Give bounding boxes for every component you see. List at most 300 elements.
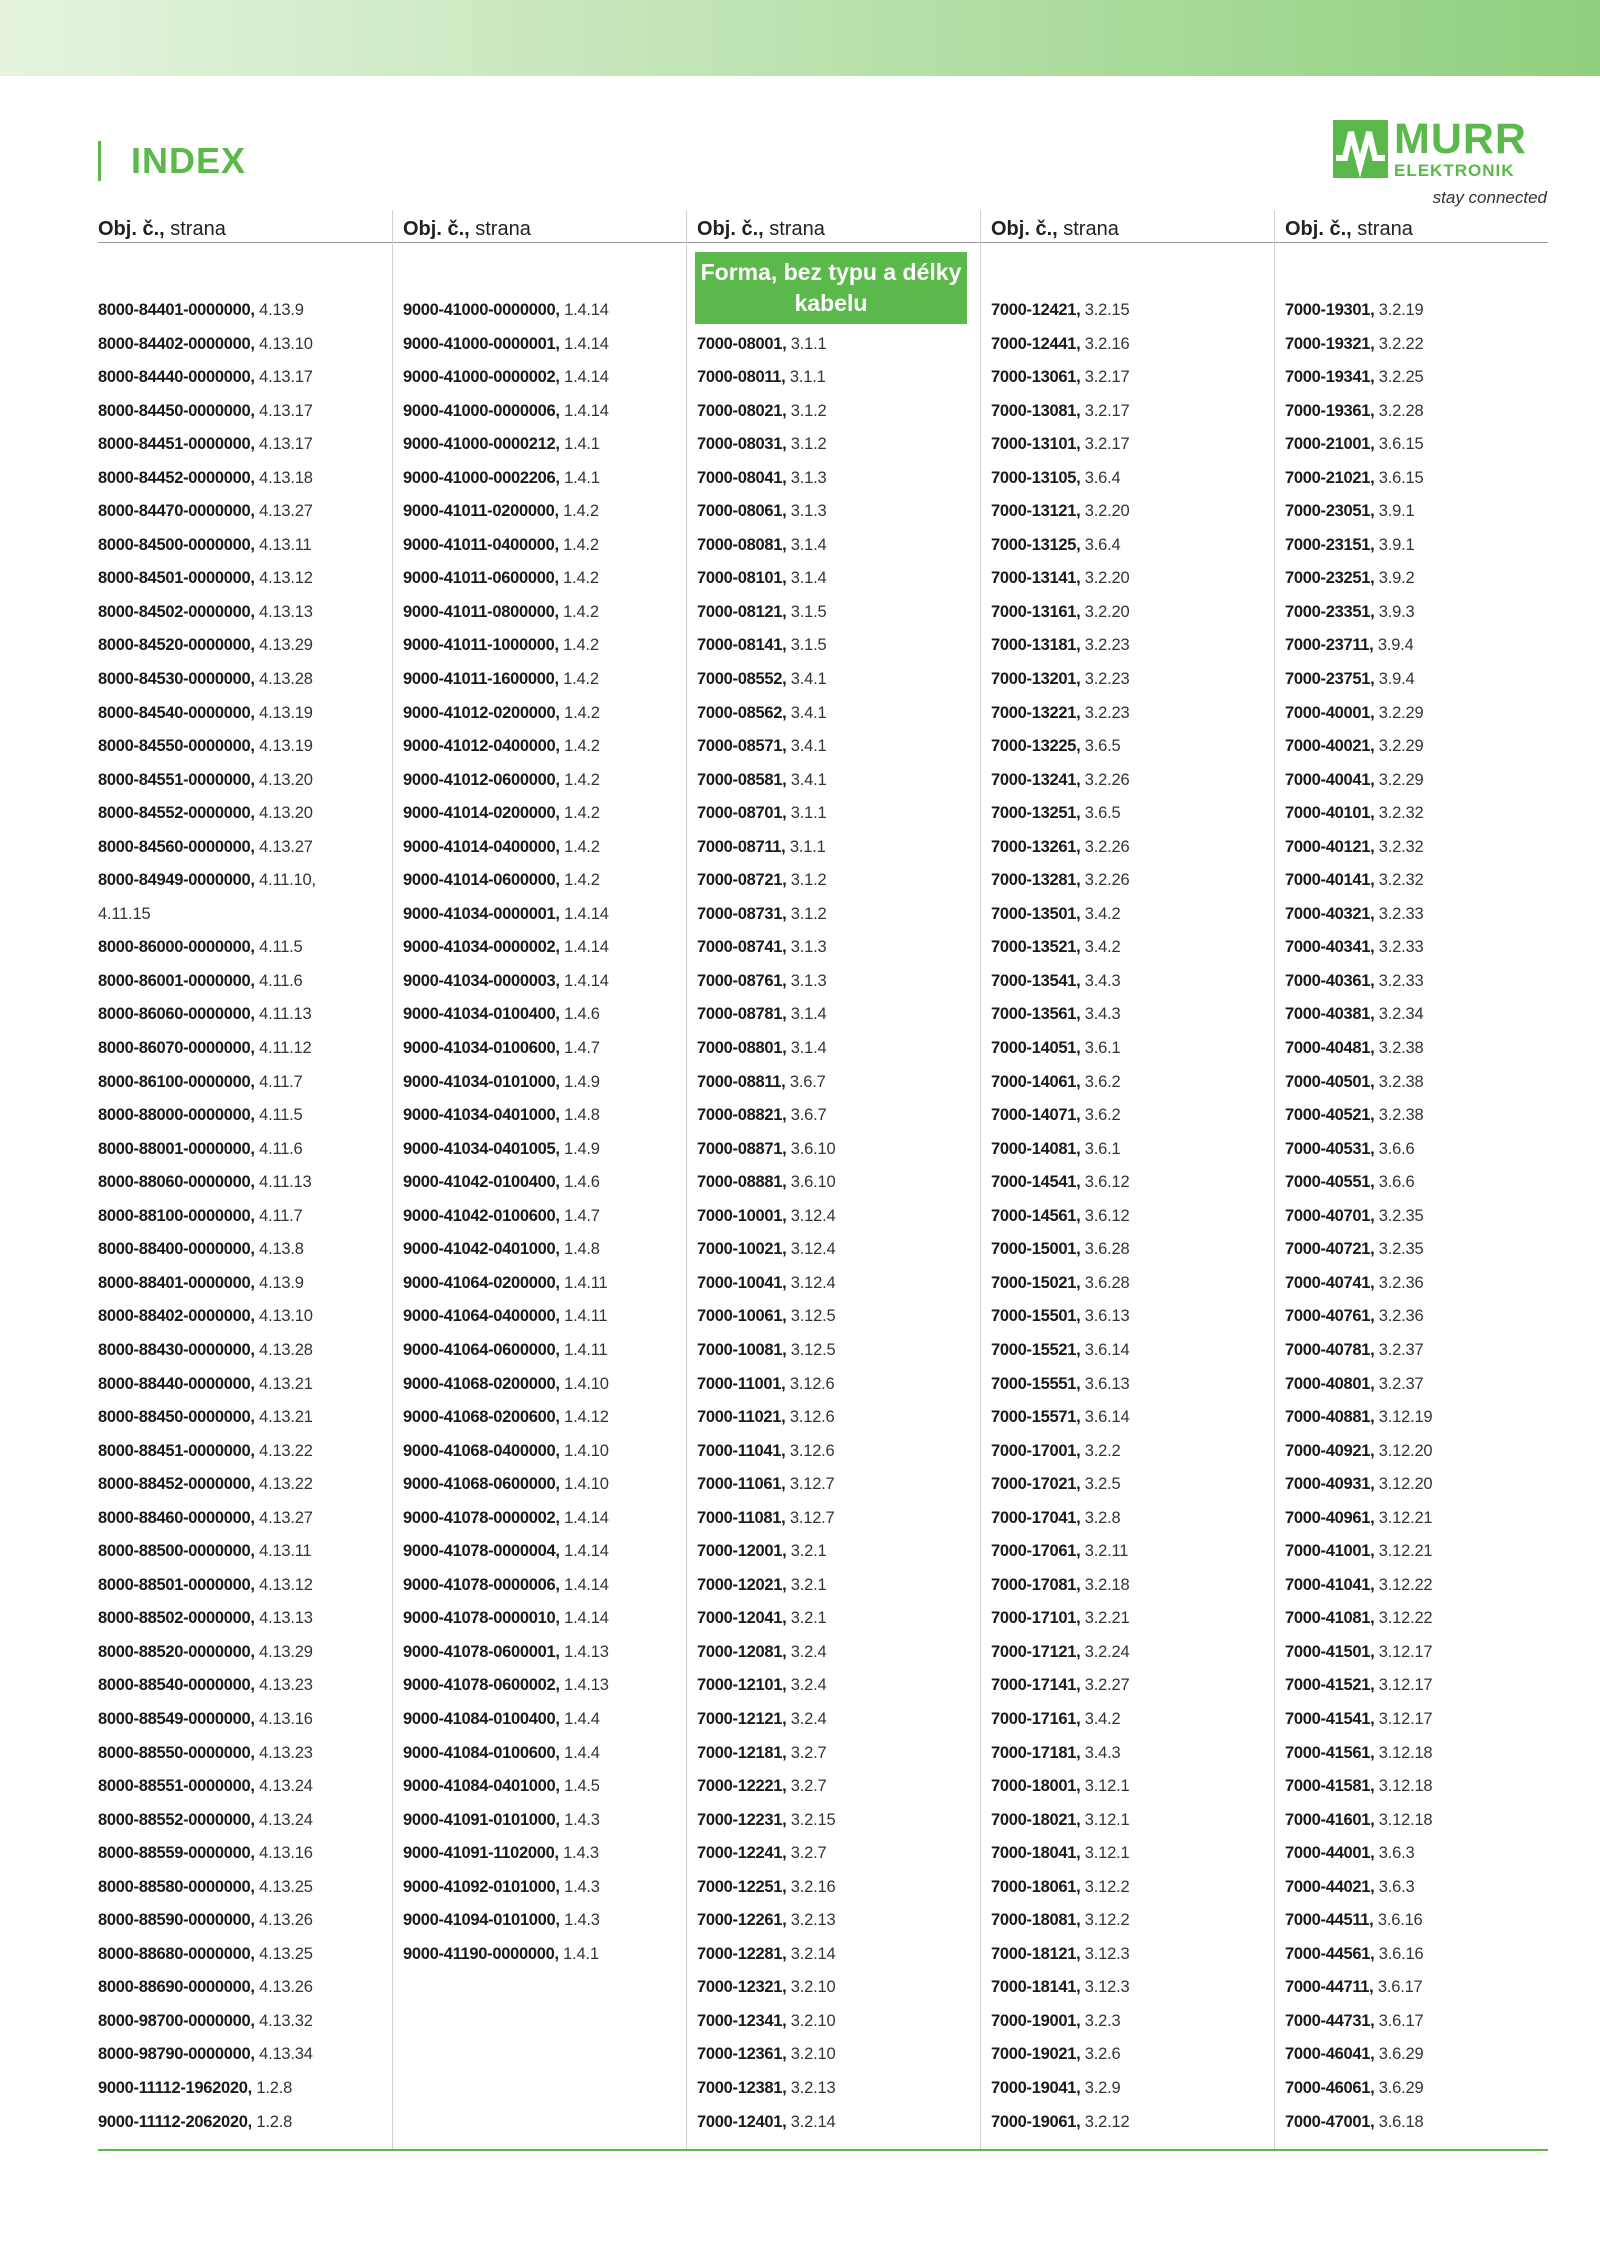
page-reference: 4.13.29 bbox=[254, 1642, 313, 1661]
page-reference: 3.2.1 bbox=[786, 1609, 827, 1628]
page-reference: 3.2.20 bbox=[1080, 569, 1130, 588]
page-reference: 1.4.4 bbox=[559, 1743, 600, 1762]
order-number: 9000-41000-0000002, bbox=[403, 368, 560, 387]
index-entry bbox=[991, 1066, 1275, 1100]
index-entry bbox=[403, 1636, 687, 1670]
order-number: 7000-46041, bbox=[1285, 2045, 1375, 2064]
index-entry bbox=[403, 1770, 687, 1804]
page-reference: 1.4.2 bbox=[559, 837, 600, 856]
index-entry bbox=[697, 1032, 981, 1066]
index-entry bbox=[98, 1267, 392, 1301]
index-entry bbox=[98, 797, 392, 831]
index-entry bbox=[1285, 697, 1549, 731]
order-number: 9000-41190-0000000, bbox=[403, 1944, 559, 1963]
index-entry bbox=[1285, 1904, 1549, 1938]
index-entry bbox=[403, 764, 687, 798]
order-number: 8000-88549-0000000, bbox=[98, 1709, 255, 1728]
index-entry bbox=[1285, 2106, 1549, 2140]
page-reference: 4.13.12 bbox=[254, 569, 313, 588]
page-reference: 3.1.1 bbox=[786, 334, 827, 353]
order-number: 7000-13181, bbox=[991, 636, 1081, 655]
page-reference: 3.1.2 bbox=[786, 904, 827, 923]
order-number: 8000-84451-0000000, bbox=[98, 435, 255, 454]
page-reference: 3.2.27 bbox=[1080, 1676, 1130, 1695]
index-entry bbox=[697, 1804, 981, 1838]
page-reference: 1.4.11 bbox=[559, 1273, 608, 1292]
order-number: 7000-40341, bbox=[1285, 938, 1375, 957]
page-reference: 4.11.15 bbox=[98, 904, 151, 923]
page-reference: 3.4.2 bbox=[1080, 938, 1121, 957]
index-entry bbox=[697, 764, 981, 798]
order-number: 7000-08141, bbox=[697, 636, 787, 655]
page-reference: 3.2.23 bbox=[1080, 670, 1130, 689]
page-reference: 3.2.29 bbox=[1374, 703, 1424, 722]
order-number: 7000-15521, bbox=[991, 1340, 1081, 1359]
order-number: 7000-13281, bbox=[991, 871, 1081, 890]
order-number: 7000-17161, bbox=[991, 1709, 1081, 1728]
entry-list bbox=[403, 294, 687, 1971]
page-reference: 3.2.26 bbox=[1080, 871, 1130, 890]
index-entry bbox=[697, 2005, 981, 2039]
order-number: 8000-88060-0000000, bbox=[98, 1173, 255, 1192]
page-reference: 4.13.25 bbox=[254, 1877, 313, 1896]
page-reference: 4.13.19 bbox=[254, 737, 313, 756]
page-reference: 3.12.20 bbox=[1374, 1441, 1433, 1460]
order-number: 7000-40501, bbox=[1285, 1072, 1375, 1091]
page-reference: 3.2.7 bbox=[786, 1777, 827, 1796]
order-number: 7000-12241, bbox=[697, 1844, 787, 1863]
index-entry bbox=[697, 596, 981, 630]
column-header: Obj. č., strana bbox=[697, 218, 825, 240]
order-number: 8000-88450-0000000, bbox=[98, 1408, 255, 1427]
index-entry bbox=[991, 1669, 1275, 1703]
page-reference: 3.2.14 bbox=[786, 2112, 836, 2131]
index-entry bbox=[1285, 2038, 1549, 2072]
order-number: 7000-41041, bbox=[1285, 1575, 1375, 1594]
order-number: 7000-40551, bbox=[1285, 1173, 1375, 1192]
order-number: 7000-13261, bbox=[991, 837, 1081, 856]
order-number: 7000-08562, bbox=[697, 703, 787, 722]
index-entry bbox=[403, 1334, 687, 1368]
page-reference: 3.12.2 bbox=[1080, 1911, 1130, 1930]
page-reference: 4.13.17 bbox=[254, 368, 313, 387]
order-number: 9000-41042-0100400, bbox=[403, 1173, 560, 1192]
index-entry bbox=[98, 2072, 392, 2106]
order-number: 8000-88552-0000000, bbox=[98, 1810, 255, 1829]
page-reference: 4.11.6 bbox=[254, 971, 303, 990]
page-reference: 3.2.12 bbox=[1080, 2112, 1130, 2131]
page-reference: 3.2.17 bbox=[1080, 368, 1130, 387]
order-number: 7000-17081, bbox=[991, 1575, 1081, 1594]
page-reference: 4.11.13 bbox=[254, 1005, 312, 1024]
order-number: 7000-19301, bbox=[1285, 301, 1375, 319]
index-entry bbox=[697, 629, 981, 663]
order-number: 7000-40001, bbox=[1285, 703, 1375, 722]
page-reference: 3.12.1 bbox=[1080, 1844, 1130, 1863]
order-number: 9000-41064-0200000, bbox=[403, 1273, 560, 1292]
index-entry bbox=[403, 1435, 687, 1469]
page-reference: 1.4.10 bbox=[559, 1441, 609, 1460]
index-entry bbox=[697, 1770, 981, 1804]
page-reference: 3.1.2 bbox=[786, 871, 827, 890]
page-reference: 3.6.15 bbox=[1374, 468, 1424, 487]
page-reference: 3.2.21 bbox=[1080, 1609, 1130, 1628]
index-entry bbox=[697, 1300, 981, 1334]
logo-subbrand: ELEKTRONIK bbox=[1394, 161, 1515, 180]
index-entry bbox=[403, 1099, 687, 1133]
order-number: 9000-41034-0000003, bbox=[403, 971, 560, 990]
page-reference: 3.12.18 bbox=[1374, 1777, 1433, 1796]
page-reference: 1.4.3 bbox=[559, 1810, 600, 1829]
page-reference: 3.1.1 bbox=[786, 804, 827, 823]
index-entry bbox=[98, 1300, 392, 1334]
index-entry bbox=[697, 1502, 981, 1536]
page-reference: 4.11.7 bbox=[254, 1206, 303, 1225]
order-number: 8000-84520-0000000, bbox=[98, 636, 255, 655]
index-entry bbox=[98, 1066, 392, 1100]
page-reference: 1.4.8 bbox=[559, 1106, 600, 1125]
index-entry bbox=[1285, 1468, 1549, 1502]
order-number: 7000-18121, bbox=[991, 1944, 1081, 1963]
index-entry bbox=[98, 1971, 392, 2005]
page-reference: 1.4.14 bbox=[559, 334, 609, 353]
page-reference: 1.4.7 bbox=[559, 1206, 600, 1225]
page-reference: 1.4.13 bbox=[559, 1676, 609, 1695]
index-entry bbox=[697, 1569, 981, 1603]
order-number: 8000-88500-0000000, bbox=[98, 1542, 255, 1561]
page-reference: 3.6.14 bbox=[1080, 1408, 1130, 1427]
order-number: 7000-12341, bbox=[697, 2011, 787, 2030]
order-number: 7000-47001, bbox=[1285, 2112, 1375, 2131]
index-entry bbox=[403, 562, 687, 596]
index-entry bbox=[697, 697, 981, 731]
order-number: 7000-40781, bbox=[1285, 1340, 1375, 1359]
index-entry bbox=[98, 1368, 392, 1402]
order-number: 7000-11021, bbox=[697, 1408, 786, 1427]
index-entry bbox=[98, 831, 392, 865]
index-entry bbox=[991, 831, 1275, 865]
index-entry bbox=[98, 1166, 392, 1200]
page-reference: 3.6.28 bbox=[1080, 1240, 1130, 1259]
index-entry bbox=[1285, 764, 1549, 798]
order-number: 8000-98790-0000000, bbox=[98, 2045, 255, 2064]
page-reference: 3.6.10 bbox=[786, 1139, 836, 1158]
page-reference: 3.2.22 bbox=[1374, 334, 1424, 353]
page-reference: 4.11.6 bbox=[254, 1139, 303, 1158]
order-number: 7000-40801, bbox=[1285, 1374, 1375, 1393]
order-number: 7000-08781, bbox=[697, 1005, 787, 1024]
order-number: 7000-13201, bbox=[991, 670, 1081, 689]
page-reference: 3.6.15 bbox=[1374, 435, 1424, 454]
order-number: 9000-41084-0100600, bbox=[403, 1743, 560, 1762]
page-reference: 1.4.9 bbox=[559, 1139, 600, 1158]
order-number: 7000-12251, bbox=[697, 1877, 787, 1896]
page-reference: 3.2.7 bbox=[786, 1844, 827, 1863]
index-entry bbox=[991, 1300, 1275, 1334]
index-entry bbox=[1285, 898, 1549, 932]
order-number: 7000-21001, bbox=[1285, 435, 1375, 454]
index-entry bbox=[697, 1636, 981, 1670]
order-number: 7000-10001, bbox=[697, 1206, 787, 1225]
index-entry bbox=[403, 898, 687, 932]
page-reference: 4.13.24 bbox=[254, 1777, 313, 1796]
index-entry bbox=[1285, 797, 1549, 831]
page-reference: 3.2.33 bbox=[1374, 971, 1424, 990]
index-entry bbox=[697, 361, 981, 395]
page-reference: 3.12.4 bbox=[786, 1273, 836, 1292]
page-reference: 3.12.2 bbox=[1080, 1877, 1130, 1896]
order-number: 8000-86060-0000000, bbox=[98, 1005, 255, 1024]
index-entry bbox=[98, 898, 392, 932]
index-entry bbox=[403, 1569, 687, 1603]
index-entry bbox=[697, 1938, 981, 1972]
index-entry bbox=[991, 395, 1275, 429]
order-number: 8000-88402-0000000, bbox=[98, 1307, 255, 1326]
page-reference: 3.2.29 bbox=[1374, 737, 1424, 756]
page-reference: 1.4.14 bbox=[559, 1542, 609, 1561]
page-reference: 3.6.1 bbox=[1080, 1139, 1121, 1158]
order-number: 7000-10041, bbox=[697, 1273, 787, 1292]
page-reference: 3.2.10 bbox=[786, 2011, 836, 2030]
order-number: 9000-41042-0401000, bbox=[403, 1240, 560, 1259]
index-column-3 bbox=[686, 210, 981, 2150]
order-number: 7000-08061, bbox=[697, 502, 787, 521]
order-number: 8000-88430-0000000, bbox=[98, 1340, 255, 1359]
order-number: 7000-40531, bbox=[1285, 1139, 1375, 1158]
index-entry bbox=[697, 2038, 981, 2072]
index-entry bbox=[98, 663, 392, 697]
order-number: 9000-41068-0200600, bbox=[403, 1408, 560, 1427]
order-number: 8000-86100-0000000, bbox=[98, 1072, 255, 1091]
index-entry bbox=[403, 1737, 687, 1771]
page-reference: 3.1.2 bbox=[786, 435, 827, 454]
index-entry bbox=[1285, 1334, 1549, 1368]
page-reference: 3.12.7 bbox=[785, 1475, 835, 1494]
order-number: 9000-41094-0101000, bbox=[403, 1911, 560, 1930]
index-entry bbox=[1285, 1133, 1549, 1167]
order-number: 8000-88460-0000000, bbox=[98, 1508, 255, 1527]
page-reference: 3.1.3 bbox=[786, 468, 827, 487]
page-title: INDEX bbox=[131, 140, 247, 181]
order-number: 7000-13105, bbox=[991, 468, 1081, 487]
page-reference: 4.13.21 bbox=[254, 1408, 313, 1427]
index-entry bbox=[991, 1535, 1275, 1569]
page-reference: 4.11.10, bbox=[254, 871, 316, 890]
order-number: 9000-41000-0000212, bbox=[403, 435, 560, 454]
order-number: 7000-08741, bbox=[697, 938, 787, 957]
page-reference: 3.1.5 bbox=[786, 636, 827, 655]
order-number: 7000-40121, bbox=[1285, 837, 1375, 856]
index-entry bbox=[1285, 1804, 1549, 1838]
index-entry bbox=[1285, 1099, 1549, 1133]
index-entry bbox=[697, 1099, 981, 1133]
index-entry bbox=[98, 1837, 392, 1871]
index-entry bbox=[403, 931, 687, 965]
index-entry bbox=[991, 1502, 1275, 1536]
order-number: 7000-18081, bbox=[991, 1911, 1081, 1930]
page-reference: 3.2.6 bbox=[1080, 2045, 1121, 2064]
page-reference: 3.2.32 bbox=[1374, 804, 1424, 823]
index-entry bbox=[1285, 1703, 1549, 1737]
page-reference: 3.12.18 bbox=[1374, 1810, 1433, 1829]
order-number: 7000-08711, bbox=[697, 837, 786, 856]
index-entry bbox=[1285, 663, 1549, 697]
index-entry bbox=[991, 495, 1275, 529]
index-entry bbox=[403, 1267, 687, 1301]
page-reference: 4.13.20 bbox=[254, 770, 313, 789]
index-entry bbox=[991, 764, 1275, 798]
index-entry bbox=[1285, 965, 1549, 999]
index-entry bbox=[991, 294, 1275, 328]
page-reference: 1.4.14 bbox=[559, 938, 609, 957]
index-entry bbox=[991, 1032, 1275, 1066]
order-number: 7000-40761, bbox=[1285, 1307, 1375, 1326]
index-entry bbox=[697, 931, 981, 965]
index-entry bbox=[1285, 730, 1549, 764]
order-number: 7000-12081, bbox=[697, 1642, 787, 1661]
page-reference: 3.1.3 bbox=[786, 938, 827, 957]
order-number: 8000-84540-0000000, bbox=[98, 703, 255, 722]
page-reference: 3.2.26 bbox=[1080, 770, 1130, 789]
order-number: 7000-41501, bbox=[1285, 1642, 1375, 1661]
index-entry bbox=[1285, 1871, 1549, 1905]
index-entry bbox=[1285, 1770, 1549, 1804]
order-number: 7000-12361, bbox=[697, 2045, 787, 2064]
index-entry bbox=[98, 361, 392, 395]
page-reference: 4.13.23 bbox=[254, 1676, 313, 1695]
index-entry bbox=[98, 495, 392, 529]
page-reference: 3.6.14 bbox=[1080, 1340, 1130, 1359]
index-entry bbox=[1285, 1233, 1549, 1267]
page-reference: 1.4.1 bbox=[558, 1944, 599, 1963]
index-entry bbox=[1285, 1602, 1549, 1636]
index-entry bbox=[697, 529, 981, 563]
order-number: 8000-84502-0000000, bbox=[98, 602, 255, 621]
index-entry bbox=[697, 395, 981, 429]
index-entry bbox=[98, 764, 392, 798]
order-number: 7000-08871, bbox=[697, 1139, 787, 1158]
order-number: 7000-14561, bbox=[991, 1206, 1081, 1225]
index-entry bbox=[98, 1468, 392, 1502]
page-reference: 1.2.8 bbox=[251, 2112, 293, 2131]
order-number: 7000-40721, bbox=[1285, 1240, 1375, 1259]
page-reference: 3.12.20 bbox=[1374, 1475, 1433, 1494]
order-number: 7000-08552, bbox=[697, 670, 787, 689]
order-number: 7000-23711, bbox=[1285, 636, 1374, 655]
page-reference: 4.13.26 bbox=[254, 1978, 313, 1997]
index-entry bbox=[697, 1267, 981, 1301]
index-entry bbox=[991, 1166, 1275, 1200]
page-reference: 4.13.17 bbox=[254, 435, 313, 454]
page-reference: 3.4.2 bbox=[1080, 904, 1121, 923]
page-reference: 3.2.16 bbox=[786, 1877, 836, 1896]
order-number: 7000-14541, bbox=[991, 1173, 1081, 1192]
index-entry bbox=[403, 1368, 687, 1402]
page-reference: 3.1.3 bbox=[786, 502, 827, 521]
order-number: 7000-08811, bbox=[697, 1072, 786, 1091]
order-number: 8000-84452-0000000, bbox=[98, 468, 255, 487]
index-entry bbox=[403, 328, 687, 362]
page-reference: 3.4.1 bbox=[786, 703, 827, 722]
order-number: 7000-15021, bbox=[991, 1273, 1081, 1292]
page-reference: 3.2.29 bbox=[1374, 770, 1424, 789]
order-number: 7000-08041, bbox=[697, 468, 787, 487]
order-number: 8000-84501-0000000, bbox=[98, 569, 255, 588]
page-reference: 4.13.10 bbox=[254, 334, 313, 353]
index-entry bbox=[697, 1233, 981, 1267]
order-number: 7000-08081, bbox=[697, 535, 787, 554]
index-column-5 bbox=[1274, 210, 1549, 2150]
order-number: 7000-12021, bbox=[697, 1575, 787, 1594]
index-entry bbox=[1285, 428, 1549, 462]
index-entry bbox=[403, 395, 687, 429]
page-reference: 1.4.2 bbox=[559, 871, 600, 890]
index-entry bbox=[98, 1669, 392, 1703]
page-reference: 1.4.10 bbox=[559, 1475, 609, 1494]
index-entry bbox=[991, 1904, 1275, 1938]
page-reference: 3.9.4 bbox=[1374, 670, 1415, 689]
order-number: 7000-19341, bbox=[1285, 368, 1375, 387]
page-reference: 3.4.2 bbox=[1080, 1709, 1121, 1728]
page-reference: 4.13.26 bbox=[254, 1911, 313, 1930]
page-reference: 3.6.2 bbox=[1080, 1106, 1121, 1125]
page-reference: 3.1.2 bbox=[786, 401, 827, 420]
page-reference: 1.4.3 bbox=[559, 1911, 600, 1930]
page-reference: 1.4.14 bbox=[559, 368, 609, 387]
page-reference: 3.9.2 bbox=[1374, 569, 1415, 588]
order-number: 9000-41064-0400000, bbox=[403, 1307, 560, 1326]
index-entry bbox=[697, 1166, 981, 1200]
order-number: 7000-08821, bbox=[697, 1106, 787, 1125]
index-entry bbox=[403, 1401, 687, 1435]
page-reference: 3.6.28 bbox=[1080, 1273, 1130, 1292]
page-reference: 4.13.22 bbox=[254, 1475, 313, 1494]
order-number: 7000-41601, bbox=[1285, 1810, 1375, 1829]
page-reference: 1.4.6 bbox=[559, 1005, 600, 1024]
page-reference: 3.2.11 bbox=[1080, 1542, 1129, 1561]
page-reference: 1.4.2 bbox=[558, 636, 599, 655]
order-number: 7000-44561, bbox=[1285, 1944, 1375, 1963]
order-number: 9000-41078-0600002, bbox=[403, 1676, 560, 1695]
order-number: 8000-88580-0000000, bbox=[98, 1877, 255, 1896]
index-entry bbox=[991, 965, 1275, 999]
order-number: 9000-41034-0100400, bbox=[403, 1005, 560, 1024]
index-entry bbox=[1285, 395, 1549, 429]
index-entry bbox=[1285, 1636, 1549, 1670]
order-number: 9000-41068-0200000, bbox=[403, 1374, 560, 1393]
index-entry bbox=[697, 1837, 981, 1871]
entry-list bbox=[98, 294, 392, 2139]
page-reference: 4.11.5 bbox=[254, 938, 303, 957]
page-reference: 3.2.13 bbox=[786, 2078, 836, 2097]
page-reference: 3.9.4 bbox=[1373, 636, 1414, 655]
index-entry bbox=[403, 1871, 687, 1905]
index-entry bbox=[697, 294, 981, 328]
order-number: 7000-40021, bbox=[1285, 737, 1375, 756]
index-entry bbox=[991, 1133, 1275, 1167]
order-number: 7000-12321, bbox=[697, 1978, 787, 1997]
page-reference: 4.13.27 bbox=[254, 502, 313, 521]
order-number: 8000-86000-0000000, bbox=[98, 938, 255, 957]
index-entry bbox=[403, 1502, 687, 1536]
page-reference: 3.6.3 bbox=[1374, 1844, 1415, 1863]
order-number: 7000-18041, bbox=[991, 1844, 1081, 1863]
page-reference: 1.4.3 bbox=[558, 1844, 599, 1863]
order-number: 7000-13161, bbox=[991, 602, 1081, 621]
index-entry bbox=[697, 730, 981, 764]
index-entry bbox=[403, 1200, 687, 1234]
order-number: 7000-18021, bbox=[991, 1810, 1081, 1829]
